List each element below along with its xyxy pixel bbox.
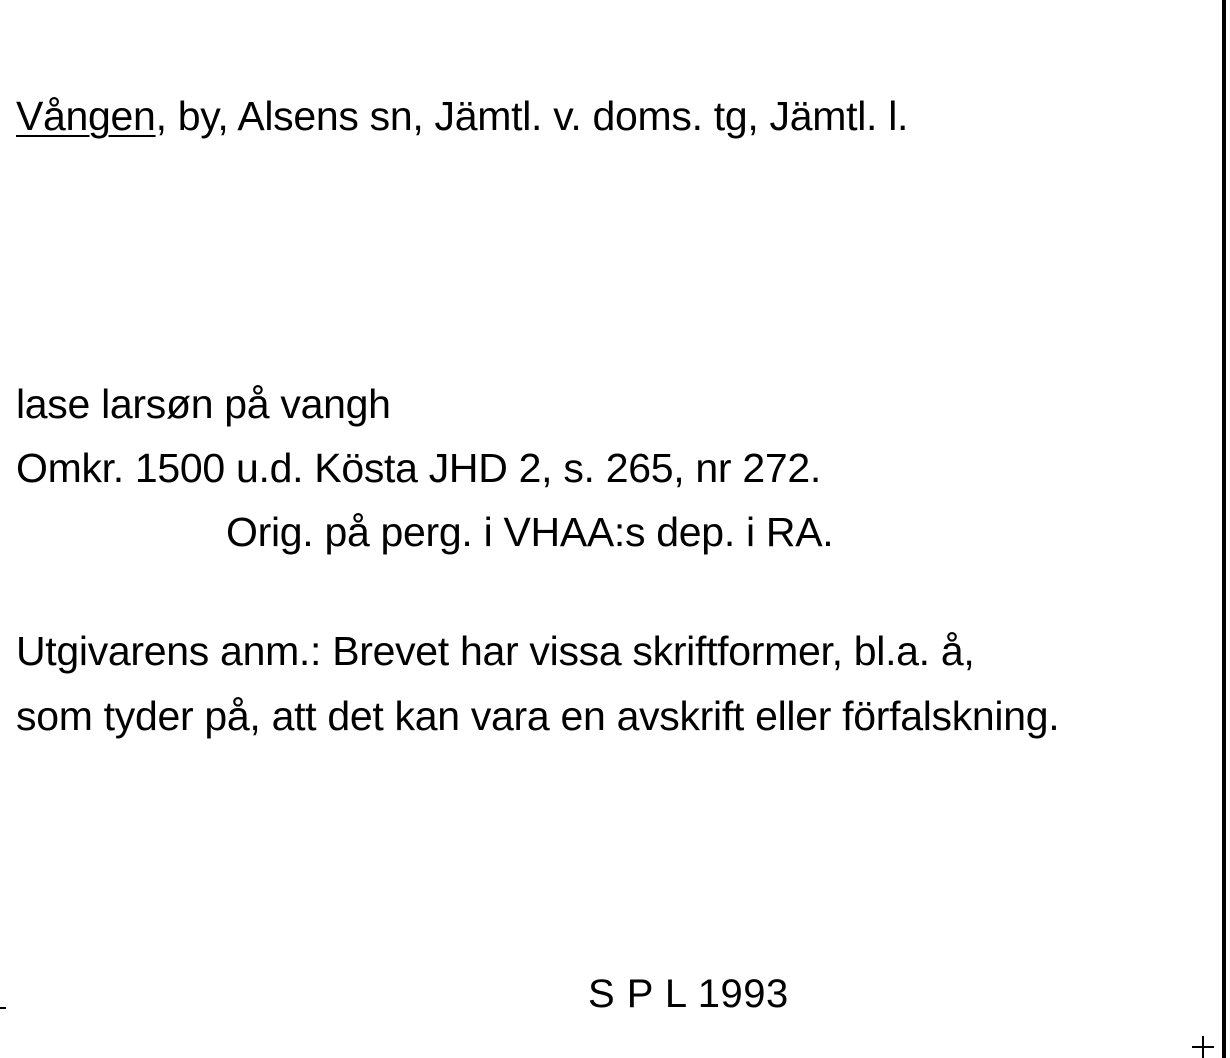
place-description: , by, Alsens sn, Jämtl. v. doms. tg, Jämtl. l.: [155, 93, 909, 139]
card-heading: [16, 92, 908, 140]
source-original-line: Orig. på perg. i VHAA:s dep. i RA.: [226, 509, 834, 555]
editor-note-line-2: som tyder på, att det kan vara en avskrift eller förfalskning.: [16, 693, 1060, 739]
edge-tick: [0, 1007, 6, 1009]
signature: S P L 1993: [588, 972, 789, 1016]
crop-mark-icon: [1192, 1032, 1216, 1058]
editor-note-line-1: Utgivarens anm.: Brevet har vissa skriftformer, bl.a. å,: [16, 628, 975, 674]
source-name-line: lase larsøn på vangh: [16, 381, 391, 427]
source-date-line: Omkr. 1500 u.d. Kösta JHD 2, s. 265, nr 272.: [16, 445, 821, 491]
card-right-border: [1222, 0, 1226, 1058]
place-name: Vången: [16, 93, 156, 139]
